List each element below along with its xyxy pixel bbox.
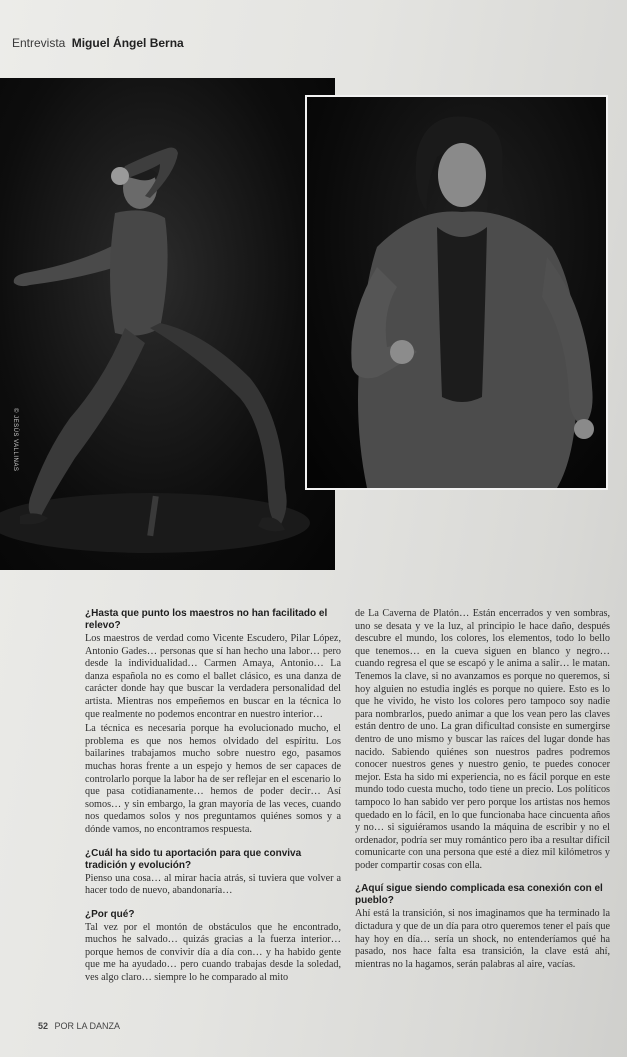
publication-name: POR LA DANZA (54, 1021, 121, 1031)
text-column-left (85, 608, 341, 987)
page-number: 52 (38, 1021, 49, 1031)
dancer-photo-left (0, 78, 335, 570)
question-heading: ¿Por qué? (85, 908, 135, 920)
answer-paragraph: Pienso una cosa… al mirar hacia atrás, si tuviera que volver a hacer todo de nuevo, abandonaría… (85, 872, 341, 897)
question-heading: ¿Hasta que punto los maestros no han facilitado el relevo? (85, 608, 328, 631)
answer-paragraph: Tal vez por el montón de obstáculos que he encontrado, muchos he salvado… quizás gracias a la fuerza interior… porque hemos de convivir día a día con… y ha habido gente que me ha ayudado… pero cuando trabajas desde la soledad, ves algo claro… siempre lo he comparado al mito (85, 921, 341, 984)
question-heading: ¿Cuál ha sido tu aportación para que conviva tradición y evolución? (85, 847, 302, 871)
answer-paragraph: La técnica es necesaria porque ha evolucionado mucho, el problema es que nos hemos olvidado del espíritu. Los bailarines trabajamos mucho sobre nuestro ego, pasamos muchas horas frente a un espejo y hemos de ser capaces de controlarlo porque la labor ha de ser reflejar en el escenario lo que pasa cotidianamente… hemos de poder decir… Así somos… y sin embargo, la gran mayoría de las veces, cuando nos quedamos solos y nos preguntamos quiénes somos y a dónde vamos, no encontramos respuesta. (85, 723, 341, 835)
answer-paragraph: de La Caverna de Platón… Están encerrados y ven sombras, uno se desata y ve la luz, al principio le hace daño, después descubre el mundo, los colores, los elementos, todo lo bello que tenemos… en la cueva siguen en blanco y negro… cuando regresa el que se escapó y le anima a salir… le matan. Tenemos la clave, si no avanzamos es porque no queremos, si hoy alguien no estudia inglés es porque no quiere. Esto es lo que he vivido, he visto los colores pero tampoco soy nadie para nombrarlos, puedo animar a que los vean pero las claves están dentro de uno. La gran dificultad consiste en sumergirse dentro de uno mismo y buscar las raíces del lugar donde has nacido. Sabiendo quiénes son nuestros padres podremos conocer nuestros genes y nuestro genio, te puedes conocer mejor. Esta ha sido mi experiencia, no es fácil porque en este mundo todo cuesta mucho, todo tiene un precio. Los políticos tampoco lo han sabido ver pero porque los artistas nos hemos quedado en lo fácil, en lo que funcionaba hace cincuenta años y no… si siguiéramos usando la máquina de escribir y no el ordenador, podría ser muy romántico pero iba a resultar difícil comunicarte con una persona que esté a diez mil kilómetros y poder compartir cosas con ella. (355, 608, 610, 871)
page-header (12, 36, 184, 50)
interviewee-name: Miguel Ángel Berna (71, 36, 184, 50)
dancer-silhouette-left (0, 78, 335, 570)
page-footer (38, 1021, 120, 1031)
photo-credit: © JESÚS VALLINAS (12, 408, 18, 472)
section-label: Entrevista (12, 36, 66, 50)
portrait-photo-right (305, 95, 608, 490)
answer-paragraph: Los maestros de verdad como Vicente Escudero, Pilar López, Antonio Gades… personas que sí han hecho una labor… pero desde la individualidad… Carmen Amaya, Antonio… La danza española no es como el ballet clásico, es una danza de carácter donde hay que buscar la verdadera personalidad del artista. Mientras nos empeñemos en buscar en la técnica lo que realmente no podemos encontrar en nuestro interior… (85, 633, 341, 720)
text-column-right (355, 608, 610, 973)
question-heading: ¿Aquí sigue siendo complicada esa conexión con el pueblo? (355, 883, 603, 907)
answer-paragraph: Ahí está la transición, si nos imaginamos que ha terminado la dictadura y que de un día para otro queremos tener el país que hay hoy en día… sería un shock, no entenderíamos qué ha pasado, nos hace falta esa transición, la clave está ahí, mientras no la hagamos, serán palabras al aire, vacías. (355, 908, 610, 970)
dancer-silhouette-right (307, 97, 606, 488)
